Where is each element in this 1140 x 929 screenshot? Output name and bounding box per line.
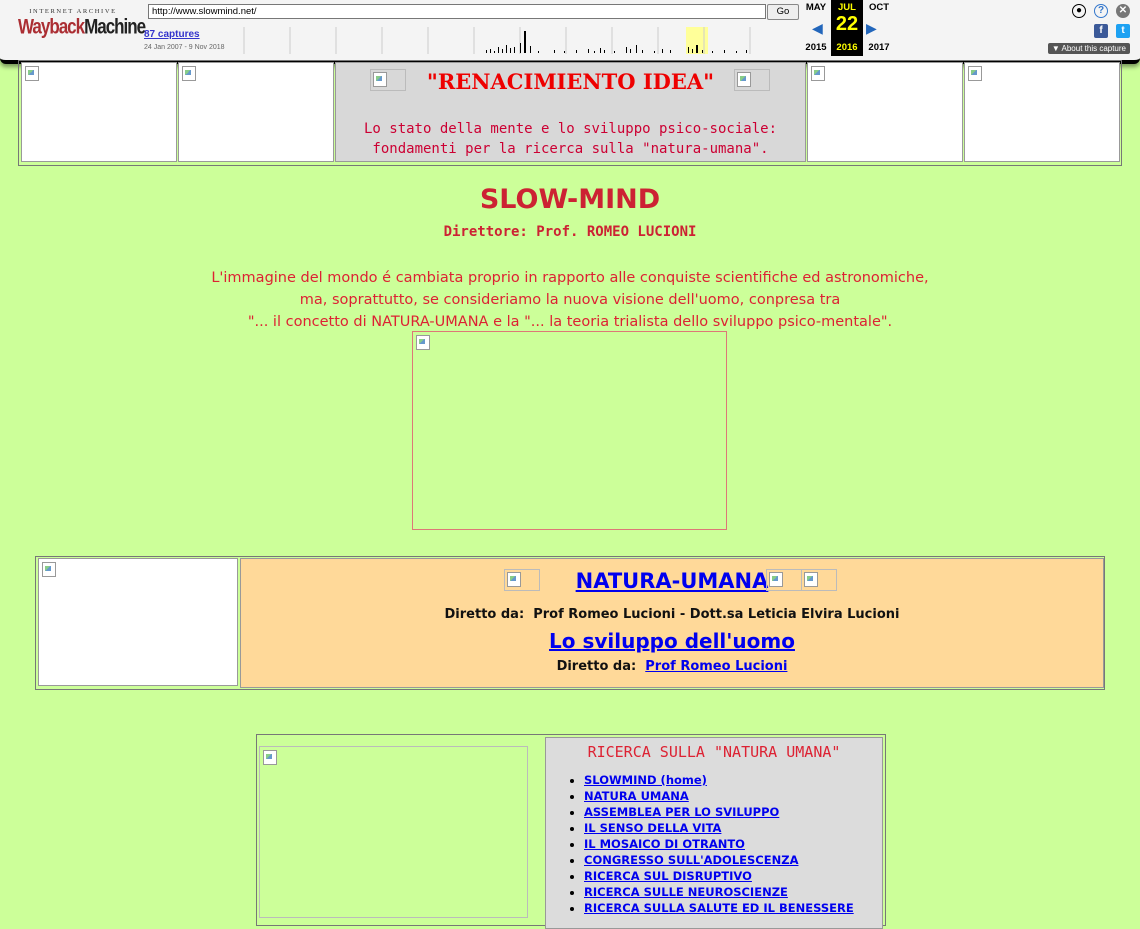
natura-right-image-1 <box>766 569 802 591</box>
natura-image-cell <box>38 558 238 686</box>
prev-year[interactable]: 2015 <box>805 42 827 53</box>
romeo-lucioni-link[interactable]: Prof Romeo Lucioni <box>645 659 788 674</box>
current-day: 22 <box>835 13 859 35</box>
wayback-logo[interactable] <box>18 8 146 39</box>
broken-image-icon <box>415 334 431 350</box>
list-item <box>584 836 854 852</box>
broken-image-icon <box>41 561 57 577</box>
logo-wayback-machine: WaybackMachine <box>18 14 146 39</box>
prev-capture-arrow-icon[interactable]: ◀ <box>812 20 823 36</box>
natura-umana-link[interactable]: NATURA-UMANA <box>575 569 769 593</box>
intro-line-1: L'immagine del mondo é cambiata proprio in rapporto alle conquiste scientifiche ed astronomiche, <box>211 270 929 286</box>
list-item <box>584 900 854 916</box>
current-month: JUL <box>838 2 856 13</box>
next-capture-arrow-icon[interactable]: ▶ <box>866 20 877 36</box>
menu-link-mosaico-otranto[interactable]: IL MOSAICO DI OTRANTO <box>584 837 745 851</box>
menu-link-congresso[interactable]: CONGRESSO SULL'ADOLESCENZA <box>584 853 799 867</box>
natura-right-image-2 <box>801 569 837 591</box>
next-year[interactable]: 2017 <box>868 42 890 53</box>
next-month-column[interactable] <box>863 0 895 56</box>
header-image-cell-3 <box>807 62 963 162</box>
natura-subtitle-row <box>241 629 1103 653</box>
next-month[interactable]: OCT <box>868 2 890 13</box>
page-director: Direttore: Prof. ROMEO LUCIONI <box>443 224 697 240</box>
header-right-image <box>734 69 770 91</box>
list-item <box>584 820 854 836</box>
ricerca-title: RICERCA SULLA "NATURA UMANA" <box>587 743 841 761</box>
intro-line-3: "... il concetto di NATURA-UMANA e la "... la teoria trialista dello sviluppo psico-mentale". <box>247 314 893 330</box>
sviluppo-directed-by <box>241 659 1103 674</box>
header-subtitle-line-1: Lo stato della mente e lo sviluppo psico-sociale: <box>363 121 777 137</box>
prev-month[interactable]: MAY <box>805 2 827 13</box>
intro-paragraph <box>0 267 1140 333</box>
sviluppo-uomo-link[interactable]: Lo sviluppo dell'uomo <box>549 629 795 653</box>
broken-image-icon <box>810 65 826 81</box>
broken-image-icon <box>736 71 752 87</box>
broken-image-icon <box>768 571 784 587</box>
ricerca-menu-cell <box>545 737 883 929</box>
header-image-cell-1 <box>21 62 177 162</box>
directed-label: Diretto da: <box>444 607 525 622</box>
broken-image-icon <box>803 571 819 587</box>
current-month-column <box>831 0 863 56</box>
broken-image-icon <box>181 65 197 81</box>
help-icon[interactable]: ? <box>1094 4 1108 18</box>
menu-link-senso-vita[interactable]: IL SENSO DELLA VITA <box>584 821 722 835</box>
natura-info-cell <box>240 558 1104 688</box>
list-item <box>584 804 854 820</box>
header-title: "RENACIMIENTO IDEA" <box>426 69 715 94</box>
captures-link[interactable]: 87 captures <box>144 29 200 40</box>
header-subtitle <box>336 119 805 159</box>
menu-link-disruptivo[interactable]: RICERCA SUL DISRUPTIVO <box>584 869 752 883</box>
about-capture-button[interactable]: ▼ About this capture <box>1048 43 1130 54</box>
natura-title-row <box>241 569 1103 593</box>
logo-internet-archive: INTERNET ARCHIVE <box>29 8 117 15</box>
header-subtitle-line-2: fondamenti per la ricerca sulla "natura-umana". <box>372 141 769 157</box>
menu-link-neuroscienze[interactable]: RICERCA SULLE NEUROSCIENZE <box>584 885 788 899</box>
user-icon[interactable]: ● <box>1072 4 1086 18</box>
page-title: SLOW-MIND <box>479 184 661 215</box>
ricerca-menu-list <box>568 772 854 916</box>
broken-image-icon <box>24 65 40 81</box>
menu-link-salute-benessere[interactable]: RICERCA SULLA SALUTE ED IL BENESSERE <box>584 901 854 915</box>
close-icon[interactable]: ✕ <box>1116 4 1130 18</box>
current-year: 2016 <box>836 42 858 53</box>
list-item <box>584 868 854 884</box>
list-item <box>584 788 854 804</box>
calendar-nav <box>800 0 897 56</box>
ricerca-image-cell <box>259 746 528 918</box>
intro-line-2: ma, soprattutto, se consideriamo la nuova visione dell'uomo, conpresa tra <box>299 292 841 308</box>
list-item <box>584 852 854 868</box>
list-item <box>584 884 854 900</box>
go-button[interactable]: Go <box>767 4 799 20</box>
directed-label-2: Diretto da: <box>556 659 637 674</box>
capture-range: 24 Jan 2007 - 9 Nov 2018 <box>144 44 225 51</box>
broken-image-icon <box>262 749 278 765</box>
header-image-cell-4 <box>964 62 1120 162</box>
url-input[interactable]: http://www.slowmind.net/ <box>148 4 766 19</box>
twitter-icon[interactable]: t <box>1116 24 1130 38</box>
wayback-toolbar <box>0 0 1140 64</box>
center-image <box>412 331 727 530</box>
menu-link-natura-umana[interactable]: NATURA UMANA <box>584 789 689 803</box>
menu-link-assemblea[interactable]: ASSEMBLEA PER LO SVILUPPO <box>584 805 780 819</box>
header-image-cell-2 <box>178 62 334 162</box>
broken-image-icon <box>967 65 983 81</box>
menu-link-slowmind-home[interactable]: SLOWMIND (home) <box>584 773 707 787</box>
header-center-cell <box>335 62 806 162</box>
list-item <box>584 772 854 788</box>
facebook-icon[interactable]: f <box>1094 24 1108 38</box>
directed-names: Prof Romeo Lucioni - Dott.sa Leticia Elvira Lucioni <box>533 607 900 622</box>
natura-directed-by <box>241 607 1103 622</box>
captures-sparkline[interactable] <box>242 27 798 54</box>
